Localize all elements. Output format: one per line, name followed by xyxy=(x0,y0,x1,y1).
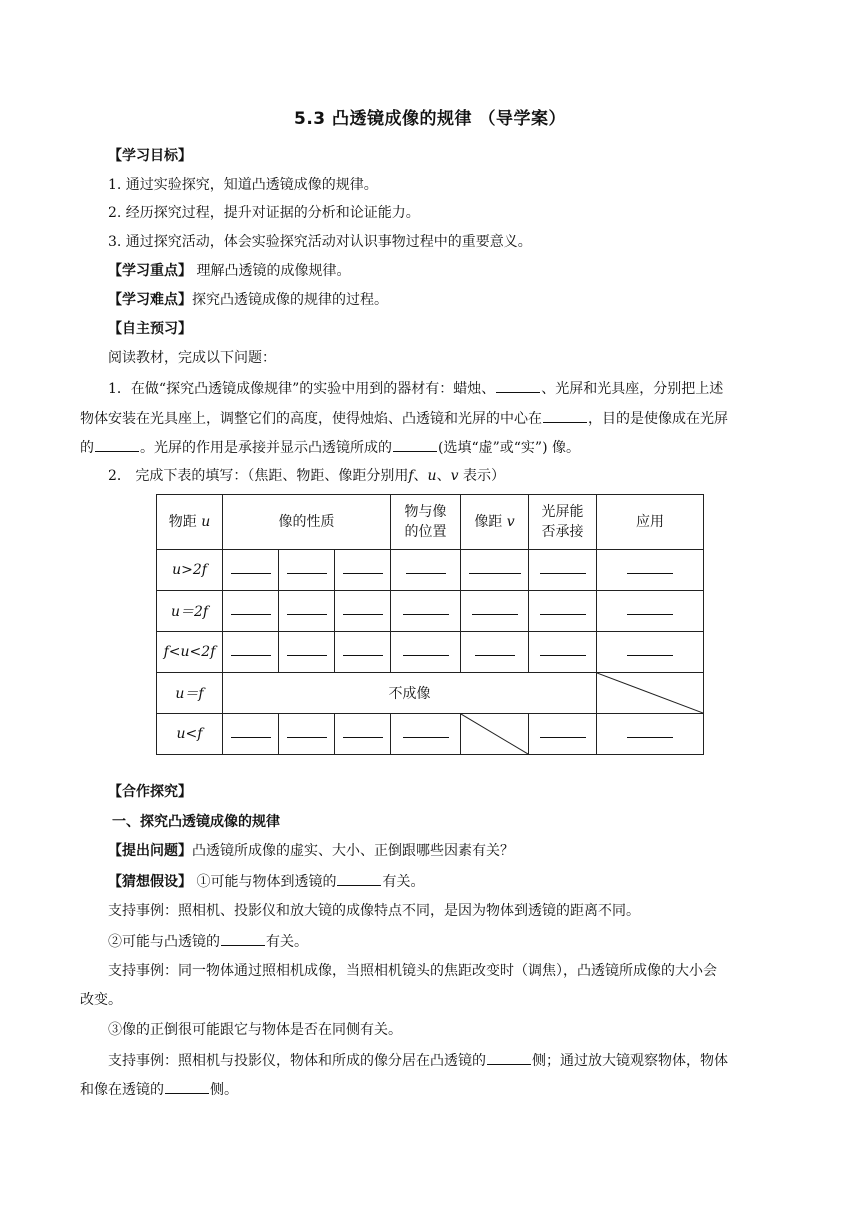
header-text: 的位置 xyxy=(404,524,447,540)
answer-cell[interactable] xyxy=(597,714,704,755)
var-u: u xyxy=(201,514,211,530)
hypothesis-label: 【猜想假设】 xyxy=(108,874,192,890)
q1-text-4: ，目的是使像成在光屏 xyxy=(588,411,728,427)
support-text: 侧。 xyxy=(210,1082,238,1098)
q2-sep: 、 xyxy=(413,468,428,484)
q2-text-2: 表示） xyxy=(458,468,505,484)
var-f: f xyxy=(408,468,414,484)
imaging-rules-table xyxy=(156,494,704,755)
hypothesis-text: 有关。 xyxy=(266,934,308,950)
answer-cell[interactable] xyxy=(391,591,461,632)
row-label: u<f xyxy=(157,714,223,755)
crossed-cell xyxy=(461,714,529,755)
q2-text-1: 2． 完成下表的填写：（焦距、物距、像距分别用 xyxy=(108,468,409,484)
q2-line xyxy=(108,466,800,486)
question-text: 凸透镜所成像的虚实、大小、正倒跟哪些因素有关？ xyxy=(192,843,514,859)
answer-cell[interactable] xyxy=(335,591,391,632)
q1-text-1: 1．在做“探究凸透镜成像规律”的实验中用到的器材有：蜡烛、 xyxy=(108,381,496,397)
support-text: 支持事例：照相机与投影仪，物体和所成的像分居在凸透镜的 xyxy=(108,1053,486,1069)
answer-cell[interactable] xyxy=(223,632,279,673)
header-screen xyxy=(529,495,597,550)
crossed-cell xyxy=(597,673,704,714)
hypothesis-line-3: ③像的正倒很可能跟它与物体是否在同侧有关。 xyxy=(108,1022,402,1038)
answer-cell[interactable] xyxy=(529,632,597,673)
answer-blank[interactable] xyxy=(487,1050,531,1065)
answer-cell[interactable] xyxy=(529,714,597,755)
difficulty-line xyxy=(108,290,800,310)
answer-cell[interactable] xyxy=(391,550,461,591)
row-label: u＝f xyxy=(157,673,223,714)
diagonal-line xyxy=(461,714,528,754)
difficulty-label: 【学习难点】 xyxy=(108,292,192,308)
answer-cell[interactable] xyxy=(279,550,335,591)
preview-intro: 阅读教材，完成以下问题： xyxy=(108,350,276,366)
answer-blank[interactable] xyxy=(165,1079,209,1094)
answer-cell[interactable] xyxy=(461,591,529,632)
answer-cell[interactable] xyxy=(461,550,529,591)
var-v: v xyxy=(506,514,515,530)
header-text: 否承接 xyxy=(541,524,584,540)
hypothesis-text: 有关。 xyxy=(382,874,425,890)
q1-line-2 xyxy=(80,408,800,429)
support-line-3b xyxy=(80,1079,800,1100)
header-application: 应用 xyxy=(597,495,704,550)
q1-text-2: 、光屏和光具座，分别把上述 xyxy=(541,381,724,397)
difficulty-text: 探究凸透镜成像的规律的过程。 xyxy=(192,292,388,308)
answer-cell[interactable] xyxy=(279,591,335,632)
table-row xyxy=(157,632,704,673)
header-text: 光屏能 xyxy=(541,504,584,520)
table-row xyxy=(157,550,704,591)
coop-heading: 【合作探究】 xyxy=(108,784,192,800)
table-header-row xyxy=(157,495,704,550)
support-text: 侧；通过放大镜观察物体，物体 xyxy=(532,1053,728,1069)
hypothesis-line-1 xyxy=(108,871,800,892)
var-v: v xyxy=(450,468,459,484)
support-line-1: 支持事例：照相机、投影仪和放大镜的成像特点不同，是因为物体到透镜的距离不同。 xyxy=(108,903,640,919)
answer-cell[interactable] xyxy=(597,632,704,673)
answer-blank[interactable] xyxy=(496,378,540,393)
header-text: 像距 xyxy=(474,514,507,530)
row-label: u>2f xyxy=(157,550,223,591)
q1-line-1 xyxy=(108,378,800,399)
header-image-nature: 像的性质 xyxy=(223,495,391,550)
q2-sep: 、 xyxy=(436,468,451,484)
diagonal-line xyxy=(597,673,703,713)
answer-cell[interactable] xyxy=(223,591,279,632)
q1-text-7: (选填“虚”或“实”) 像。 xyxy=(438,440,581,456)
answer-blank[interactable] xyxy=(337,871,381,886)
var-u: u xyxy=(427,468,437,484)
page-title: 5.3 凸透镜成像的规律 （导学案） xyxy=(294,109,566,129)
table-row xyxy=(157,673,704,714)
goal-item-2: 2. 经历探究过程，提升对证据的分析和论证能力。 xyxy=(108,205,420,221)
header-text: 物距 xyxy=(168,514,202,530)
answer-blank[interactable] xyxy=(95,437,139,452)
answer-cell[interactable] xyxy=(335,632,391,673)
q1-text-6: 。光屏的作用是承接并显示凸透镜所成的 xyxy=(140,440,392,456)
header-text: 物与像 xyxy=(404,504,447,520)
answer-cell[interactable] xyxy=(461,632,529,673)
answer-cell[interactable] xyxy=(391,632,461,673)
answer-cell[interactable] xyxy=(335,550,391,591)
question-line xyxy=(108,841,800,861)
answer-cell[interactable] xyxy=(529,550,597,591)
focus-text: 理解凸透镜的成像规律。 xyxy=(192,263,351,279)
goal-item-3: 3. 通过探究活动，体会实验探究活动对认识事物过程中的重要意义。 xyxy=(108,234,532,250)
table-row xyxy=(157,591,704,632)
answer-cell[interactable] xyxy=(597,591,704,632)
support-line-2a: 支持事例：同一物体通过照相机成像，当照相机镜头的焦距改变时（调焦），凸透镜所成像的大小会 xyxy=(108,963,717,979)
answer-blank[interactable] xyxy=(543,408,587,423)
answer-cell[interactable] xyxy=(223,550,279,591)
answer-blank[interactable] xyxy=(221,931,265,946)
no-image-cell: 不成像 xyxy=(223,673,597,714)
header-object-distance xyxy=(157,495,223,550)
answer-cell[interactable] xyxy=(597,550,704,591)
support-text: 和像在透镜的 xyxy=(80,1082,164,1098)
header-image-distance xyxy=(461,495,529,550)
row-label: f<u<2f xyxy=(157,632,223,673)
section-title: 一、探究凸透镜成像的规律 xyxy=(112,814,280,830)
q1-line-3 xyxy=(80,437,800,458)
answer-cell[interactable] xyxy=(335,714,391,755)
row-label: u＝2f xyxy=(157,591,223,632)
header-position xyxy=(391,495,461,550)
answer-cell[interactable] xyxy=(279,714,335,755)
focus-label: 【学习重点】 xyxy=(108,263,192,279)
q1-text-3: 物体安装在光具座上，调整它们的高度，使得烛焰、凸透镜和光屏的中心在 xyxy=(80,411,542,427)
question-label: 【提出问题】 xyxy=(108,843,192,859)
answer-cell[interactable] xyxy=(223,714,279,755)
hypothesis-line-2 xyxy=(108,931,800,952)
table-row xyxy=(157,714,704,755)
goals-heading: 【学习目标】 xyxy=(108,148,192,164)
answer-blank[interactable] xyxy=(393,437,437,452)
answer-cell[interactable] xyxy=(391,714,461,755)
hypothesis-text: ①可能与物体到透镜的 xyxy=(192,874,337,890)
support-line-2b: 改变。 xyxy=(80,992,122,1008)
focus-line xyxy=(108,261,800,281)
answer-cell[interactable] xyxy=(529,591,597,632)
goal-item-1: 1. 通过实验探究，知道凸透镜成像的规律。 xyxy=(108,177,378,193)
preview-heading: 【自主预习】 xyxy=(108,321,192,337)
q1-text-5: 的 xyxy=(80,440,94,456)
hypothesis-text: ②可能与凸透镜的 xyxy=(108,934,220,950)
answer-cell[interactable] xyxy=(279,632,335,673)
support-line-3a xyxy=(108,1050,800,1071)
